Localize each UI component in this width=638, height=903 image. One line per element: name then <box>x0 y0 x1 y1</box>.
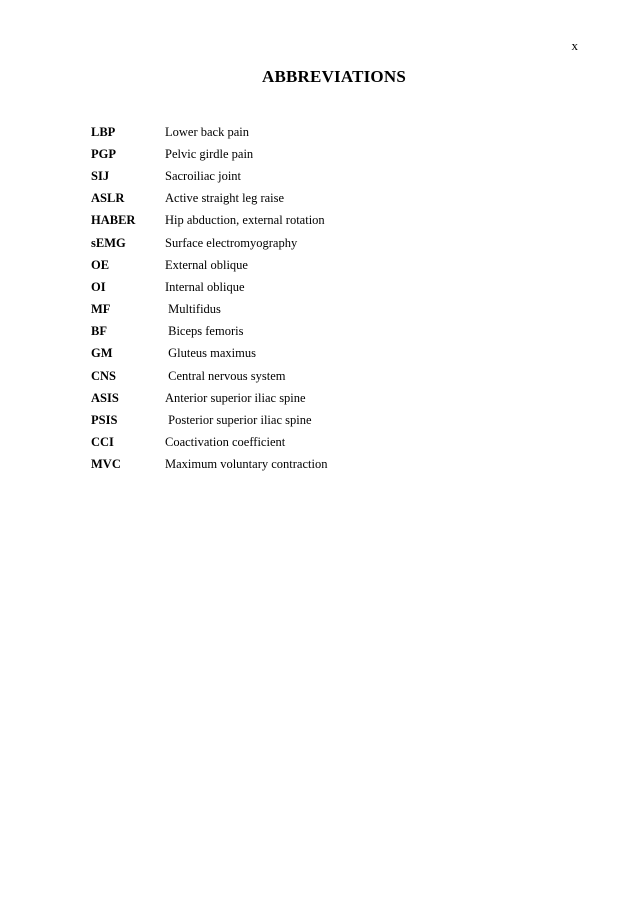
abbreviation-term: LBP <box>91 124 116 139</box>
abbreviation-row <box>91 165 571 187</box>
page-title: ABBREVIATIONS <box>262 67 406 86</box>
abbreviation-row <box>91 321 571 343</box>
abbreviation-definition: Central nervous system <box>165 368 286 383</box>
abbreviation-definition: Sacroiliac joint <box>165 168 242 183</box>
abbreviation-definition: Multifidus <box>165 302 221 317</box>
abbreviation-term: GM <box>91 346 113 361</box>
abbreviation-row <box>91 365 571 387</box>
abbreviation-definition: Gluteus maximus <box>165 346 256 361</box>
abbreviation-definition: Lower back pain <box>165 124 249 139</box>
abbreviation-definition: Pelvic girdle pain <box>165 146 254 161</box>
abbreviation-definition: Internal oblique <box>165 279 245 294</box>
abbreviation-definition: Posterior superior iliac spine <box>165 413 312 428</box>
abbreviation-term: OE <box>91 257 110 272</box>
abbreviation-term: SIJ <box>91 168 110 183</box>
abbreviation-definition: Anterior superior iliac spine <box>165 390 306 405</box>
abbreviation-row <box>91 454 571 476</box>
abbreviation-definition: Biceps femoris <box>165 324 244 339</box>
abbreviation-row <box>91 254 571 276</box>
abbreviation-definition: External oblique <box>165 257 248 272</box>
abbreviation-term: PSIS <box>91 413 118 428</box>
abbreviation-term: PGP <box>91 146 116 161</box>
abbreviation-term: CCI <box>91 435 114 450</box>
abbreviation-term: OI <box>91 279 106 294</box>
abbreviation-term: sEMG <box>91 235 126 250</box>
abbreviation-row <box>91 210 571 232</box>
abbreviation-term: MVC <box>91 457 121 472</box>
abbreviation-term: BF <box>91 324 107 339</box>
abbreviation-definition: Maximum voluntary contraction <box>165 457 328 472</box>
abbreviation-list <box>91 121 571 476</box>
abbreviation-row <box>91 432 571 454</box>
abbreviation-definition: Surface electromyography <box>165 235 298 250</box>
abbreviation-definition: Active straight leg raise <box>165 191 285 206</box>
abbreviation-term: HABER <box>91 213 136 228</box>
abbreviation-row <box>91 188 571 210</box>
abbreviation-row <box>91 387 571 409</box>
abbreviation-row <box>91 299 571 321</box>
abbreviation-row <box>91 409 571 431</box>
abbreviation-row <box>91 276 571 298</box>
abbreviation-row <box>91 343 571 365</box>
abbreviation-term: MF <box>91 302 111 317</box>
page-number: x <box>571 38 578 53</box>
abbreviation-term: ASLR <box>91 191 125 206</box>
abbreviation-term: CNS <box>91 368 117 383</box>
abbreviation-row <box>91 232 571 254</box>
abbreviation-term: ASIS <box>91 390 119 405</box>
abbreviation-row <box>91 121 571 143</box>
abbreviation-definition: Hip abduction, external rotation <box>165 213 325 228</box>
abbreviation-definition: Coactivation coefficient <box>165 435 286 450</box>
abbreviation-row <box>91 143 571 165</box>
